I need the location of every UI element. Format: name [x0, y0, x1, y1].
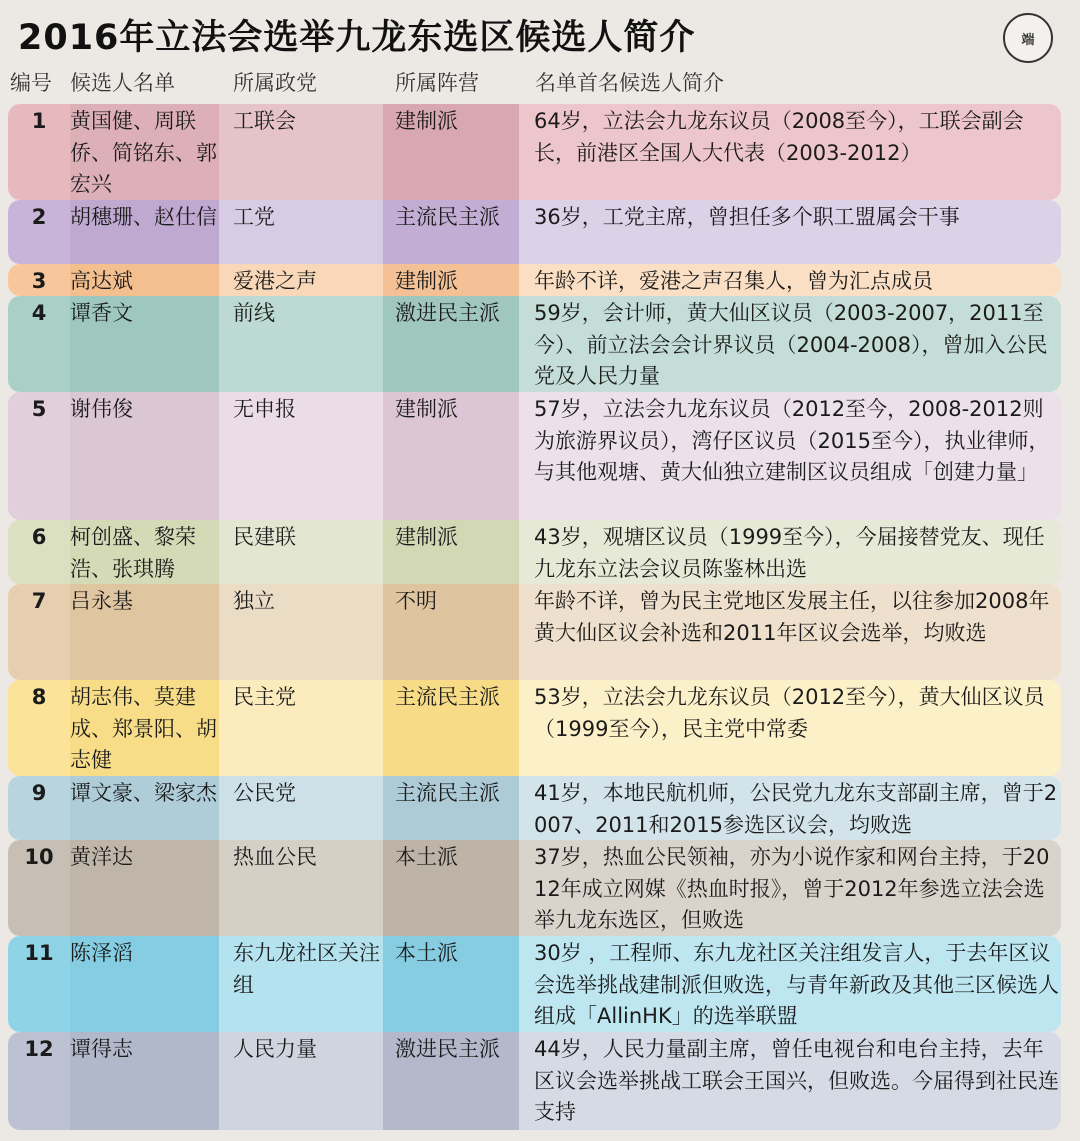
candidate-number: 3 — [8, 264, 70, 296]
camp-name: 不明 — [383, 584, 519, 680]
table-row — [8, 1032, 1061, 1130]
header-candidates: 候选人名单 — [70, 71, 175, 95]
candidate-names: 柯创盛、黎荣浩、张琪腾 — [70, 520, 219, 584]
candidate-names: 吕永基 — [70, 584, 219, 680]
candidate-number: 5 — [8, 392, 70, 520]
party-name: 人民力量 — [219, 1032, 383, 1130]
header-bio: 名单首名候选人简介 — [535, 71, 724, 95]
party-name: 公民党 — [219, 776, 383, 840]
camp-name: 激进民主派 — [383, 1032, 519, 1130]
candidate-names: 谭得志 — [70, 1032, 219, 1130]
candidate-number: 9 — [8, 776, 70, 840]
table-row — [8, 520, 1061, 584]
party-name: 东九龙社区关注组 — [219, 936, 383, 1032]
candidate-names: 谭文豪、梁家杰 — [70, 776, 219, 840]
camp-name: 激进民主派 — [383, 296, 519, 392]
header-party: 所属政党 — [233, 71, 317, 95]
table-row — [8, 584, 1061, 680]
candidate-names: 胡志伟、莫建成、郑景阳、胡志健 — [70, 680, 219, 776]
party-name: 民建联 — [219, 520, 383, 584]
lead-candidate-bio: 年龄不详，曾为民主党地区发展主任，以往参加2008年黄大仙区议会补选和2011年区议会选举，均败选 — [519, 584, 1061, 680]
lead-candidate-bio: 年龄不详，爱港之声召集人，曾为汇点成员 — [519, 264, 1061, 296]
table-row — [8, 264, 1061, 296]
lead-candidate-bio: 44岁，人民力量副主席，曾任电视台和电台主持，去年区议会选举挑战工联会王国兴，但败选。今届得到社民连支持 — [519, 1032, 1061, 1130]
lead-candidate-bio: 37岁，热血公民领袖，亦为小说作家和网台主持，于2012年成立网媒《热血时报》，曾于2012年参选立法会选举九龙东选区，但败选 — [519, 840, 1061, 936]
party-name: 爱港之声 — [219, 264, 383, 296]
lead-candidate-bio: 43岁，观塘区议员（1999至今），今届接替党友、现任九龙东立法会议员陈鉴林出选 — [519, 520, 1061, 584]
table-row — [8, 936, 1061, 1032]
camp-name: 主流民主派 — [383, 680, 519, 776]
candidate-names: 高达斌 — [70, 264, 219, 296]
candidate-number: 6 — [8, 520, 70, 584]
lead-candidate-bio: 57岁，立法会九龙东议员（2012至今，2008-2012则为旅游界议员），湾仔区议员（2015至今），执业律师，与其他观塘、黄大仙独立建制区议员组成「创建力量」 — [519, 392, 1061, 520]
candidate-number: 8 — [8, 680, 70, 776]
candidate-names: 谭香文 — [70, 296, 219, 392]
header-camp: 所属阵营 — [395, 71, 479, 95]
party-name: 独立 — [219, 584, 383, 680]
lead-candidate-bio: 36岁，工党主席，曾担任多个职工盟属会干事 — [519, 200, 1061, 264]
camp-name: 本土派 — [383, 840, 519, 936]
party-name: 前线 — [219, 296, 383, 392]
candidate-number: 7 — [8, 584, 70, 680]
candidate-names: 黄洋达 — [70, 840, 219, 936]
lead-candidate-bio: 53岁，立法会九龙东议员（2012至今），黄大仙区议员（1999至今），民主党中常委 — [519, 680, 1061, 776]
camp-name: 主流民主派 — [383, 200, 519, 264]
party-name: 无申报 — [219, 392, 383, 520]
header-number: 编号 — [10, 71, 52, 95]
candidate-names: 黄国健、周联侨、简铭东、郭宏兴 — [70, 104, 219, 200]
page-title: 2016年立法会选举九龙东选区候选人简介 — [18, 18, 696, 58]
candidate-number: 1 — [8, 104, 70, 200]
candidate-number: 2 — [8, 200, 70, 264]
candidate-names: 胡穗珊、赵仕信 — [70, 200, 219, 264]
table-row — [8, 680, 1061, 776]
lead-candidate-bio: 64岁，立法会九龙东议员（2008至今），工联会副会长，前港区全国人大代表（2003-2012） — [519, 104, 1061, 200]
table-row — [8, 104, 1061, 200]
candidate-number: 10 — [8, 840, 70, 936]
table-row — [8, 296, 1061, 392]
party-name: 工联会 — [219, 104, 383, 200]
candidate-number: 12 — [8, 1032, 70, 1130]
publisher-logo-icon: 端 — [1003, 13, 1053, 63]
table-row — [8, 840, 1061, 936]
candidate-number: 4 — [8, 296, 70, 392]
lead-candidate-bio: 59岁，会计师，黄大仙区议员（2003-2007，2011至今）、前立法会会计界议员（2004-2008），曾加入公民党及人民力量 — [519, 296, 1061, 392]
lead-candidate-bio: 41岁，本地民航机师，公民党九龙东支部副主席，曾于2007、2011和2015参选区议会，均败选 — [519, 776, 1061, 840]
camp-name: 本土派 — [383, 936, 519, 1032]
party-name: 工党 — [219, 200, 383, 264]
camp-name: 建制派 — [383, 264, 519, 296]
party-name: 热血公民 — [219, 840, 383, 936]
candidate-number: 11 — [8, 936, 70, 1032]
table-row — [8, 200, 1061, 264]
lead-candidate-bio: 30岁 ，工程师、东九龙社区关注组发言人，于去年区议会选举挑战建制派但败选，与青年新政及其他三区候选人组成「AllinHK」的选举联盟 — [519, 936, 1061, 1032]
camp-name: 主流民主派 — [383, 776, 519, 840]
table-row — [8, 776, 1061, 840]
candidate-names: 陈泽滔 — [70, 936, 219, 1032]
candidate-names: 谢伟俊 — [70, 392, 219, 520]
table-row — [8, 392, 1061, 520]
camp-name: 建制派 — [383, 392, 519, 520]
camp-name: 建制派 — [383, 104, 519, 200]
party-name: 民主党 — [219, 680, 383, 776]
camp-name: 建制派 — [383, 520, 519, 584]
